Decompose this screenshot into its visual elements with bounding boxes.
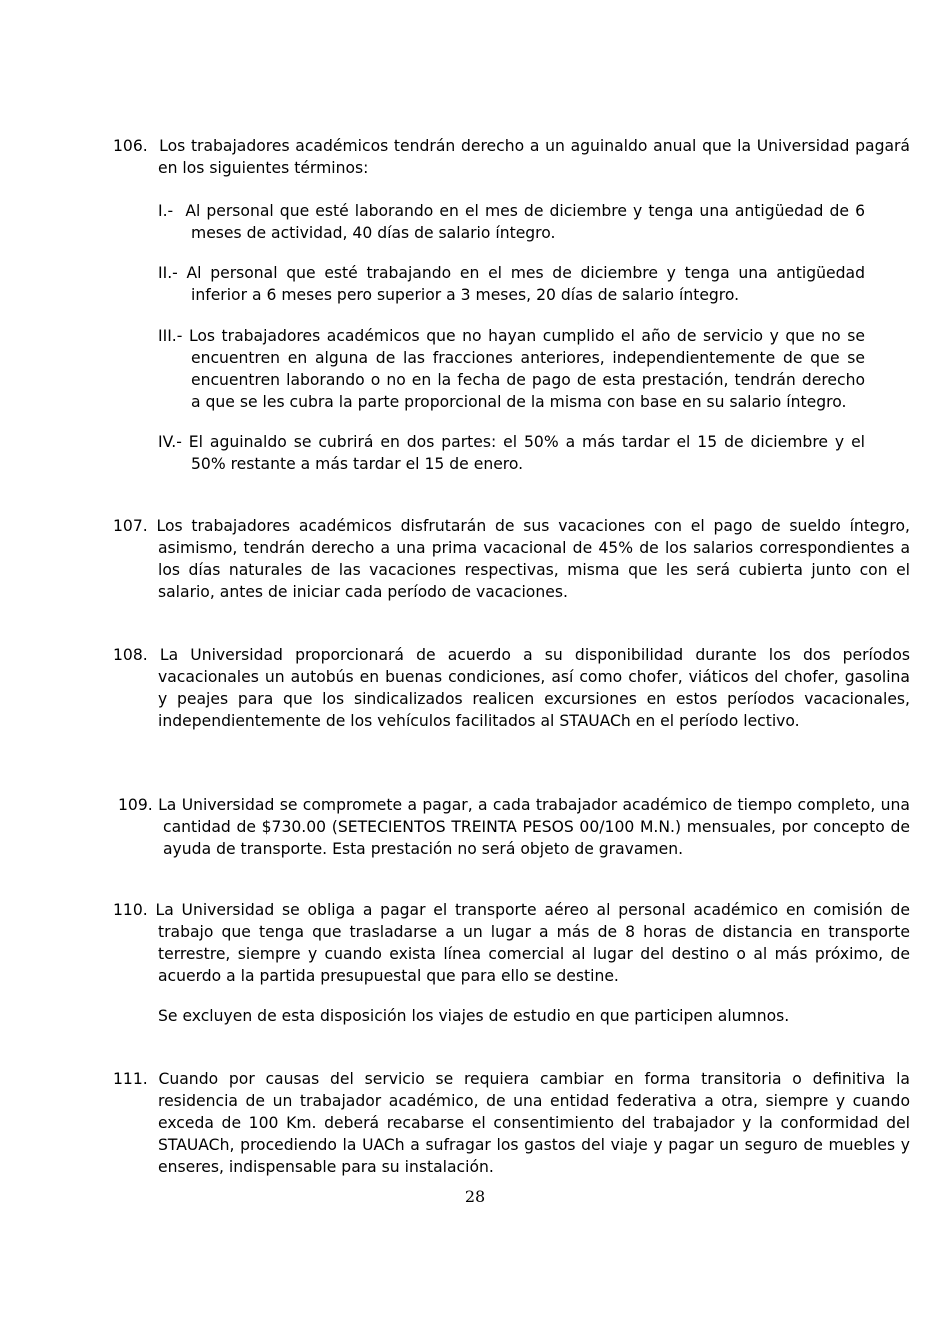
item-label: III.-	[158, 327, 183, 345]
article-106	[113, 135, 910, 179]
article-107	[113, 515, 910, 603]
page-number: 28	[464, 1187, 486, 1206]
article-109	[118, 794, 910, 860]
article-106-item-iii	[158, 325, 865, 413]
article-text: Cuando por causas del servicio se requiera cambiar en forma transitoria o definitiva la residencia de un trabajador académico, de una entidad federativa a otra, siempre y cuando exceda de 100 Km. deberá recabarse el consentimiento del trabajador y la conformidad del STAUACh, procediendo la UACh a sufragar los gastos del viaje y pagar un seguro de muebles y enseres, indispensable para su instalación.	[158, 1070, 910, 1176]
item-text: Al personal que esté trabajando en el mes de diciembre y tenga una antigüedad inferior a 6 meses pero superior a 3 meses, 20 días de salario íntegro.	[186, 264, 865, 304]
article-110-note: Se excluyen de esta disposición los viajes de estudio en que participen alumnos.	[158, 1007, 790, 1025]
item-text: Los trabajadores académicos que no hayan cumplido el año de servicio y que no se encuentren en alguna de las fracciones anteriores, independientemente de que se encuentren laborando o no en la fecha de pago de esta prestación, tendrán derecho a que se les cubra la parte proporcional de la misma con base en su salario íntegro.	[188, 327, 865, 411]
article-text: La Universidad proporcionará de acuerdo a su disponibilidad durante los dos períodos vacacionales un autobús en buenas condiciones, así como chofer, viáticos del chofer, gasolina y peajes para que los sindicalizados realicen excursiones en estos períodos vacacionales, independientemente de los vehículos facilitados al STAUACh en el período lectivo.	[158, 646, 910, 730]
article-number: 109.	[118, 796, 153, 814]
item-label: I.-	[158, 202, 174, 220]
item-text: El aguinaldo se cubrirá en dos partes: el 50% a más tardar el 15 de diciembre y el 50% restante a más tardar el 15 de enero.	[188, 433, 865, 473]
article-number: 106.	[113, 137, 148, 155]
item-label: II.-	[158, 264, 178, 282]
article-111	[113, 1068, 910, 1178]
article-number: 107.	[113, 517, 148, 535]
article-106-item-ii	[158, 262, 865, 306]
article-text: La Universidad se compromete a pagar, a cada trabajador académico de tiempo completo, una cantidad de $730.00 (SETECIENTOS TREINTA PESOS 00/100 M.N.) mensuales, por concepto de ayuda de transporte. Esta prestación no será objeto de gravamen.	[158, 796, 910, 858]
article-number: 108.	[113, 646, 148, 664]
article-108	[113, 644, 910, 732]
article-text: Los trabajadores académicos tendrán derecho a un aguinaldo anual que la Universidad pagará en los siguientes términos:	[158, 137, 910, 177]
article-number: 110.	[113, 901, 148, 919]
article-110	[113, 899, 910, 987]
article-text: Los trabajadores académicos disfrutarán de sus vacaciones con el pago de sueldo íntegro, asimismo, tendrán derecho a una prima vacacional de 45% de los salarios correspondientes a los días naturales de las vacaciones respectivas, misma que les será cubierta junto con el salario, antes de iniciar cada período de vacaciones.	[156, 517, 910, 601]
article-text: La Universidad se obliga a pagar el transporte aéreo al personal académico en comisión de trabajo que tenga que trasladarse a un lugar a más de 8 horas de distancia en transporte terrestre, siempre y cuando exista línea comercial al lugar del destino o al más próximo, de acuerdo a la partida presupuestal que para ello se destine.	[155, 901, 910, 985]
article-106-item-iv	[158, 431, 865, 475]
item-label: IV.-	[158, 433, 182, 451]
article-106-item-i	[158, 200, 865, 244]
item-text: Al personal que esté laborando en el mes de diciembre y tenga una antigüedad de 6 meses de actividad, 40 días de salario íntegro.	[185, 202, 865, 242]
article-number: 111.	[113, 1070, 148, 1088]
